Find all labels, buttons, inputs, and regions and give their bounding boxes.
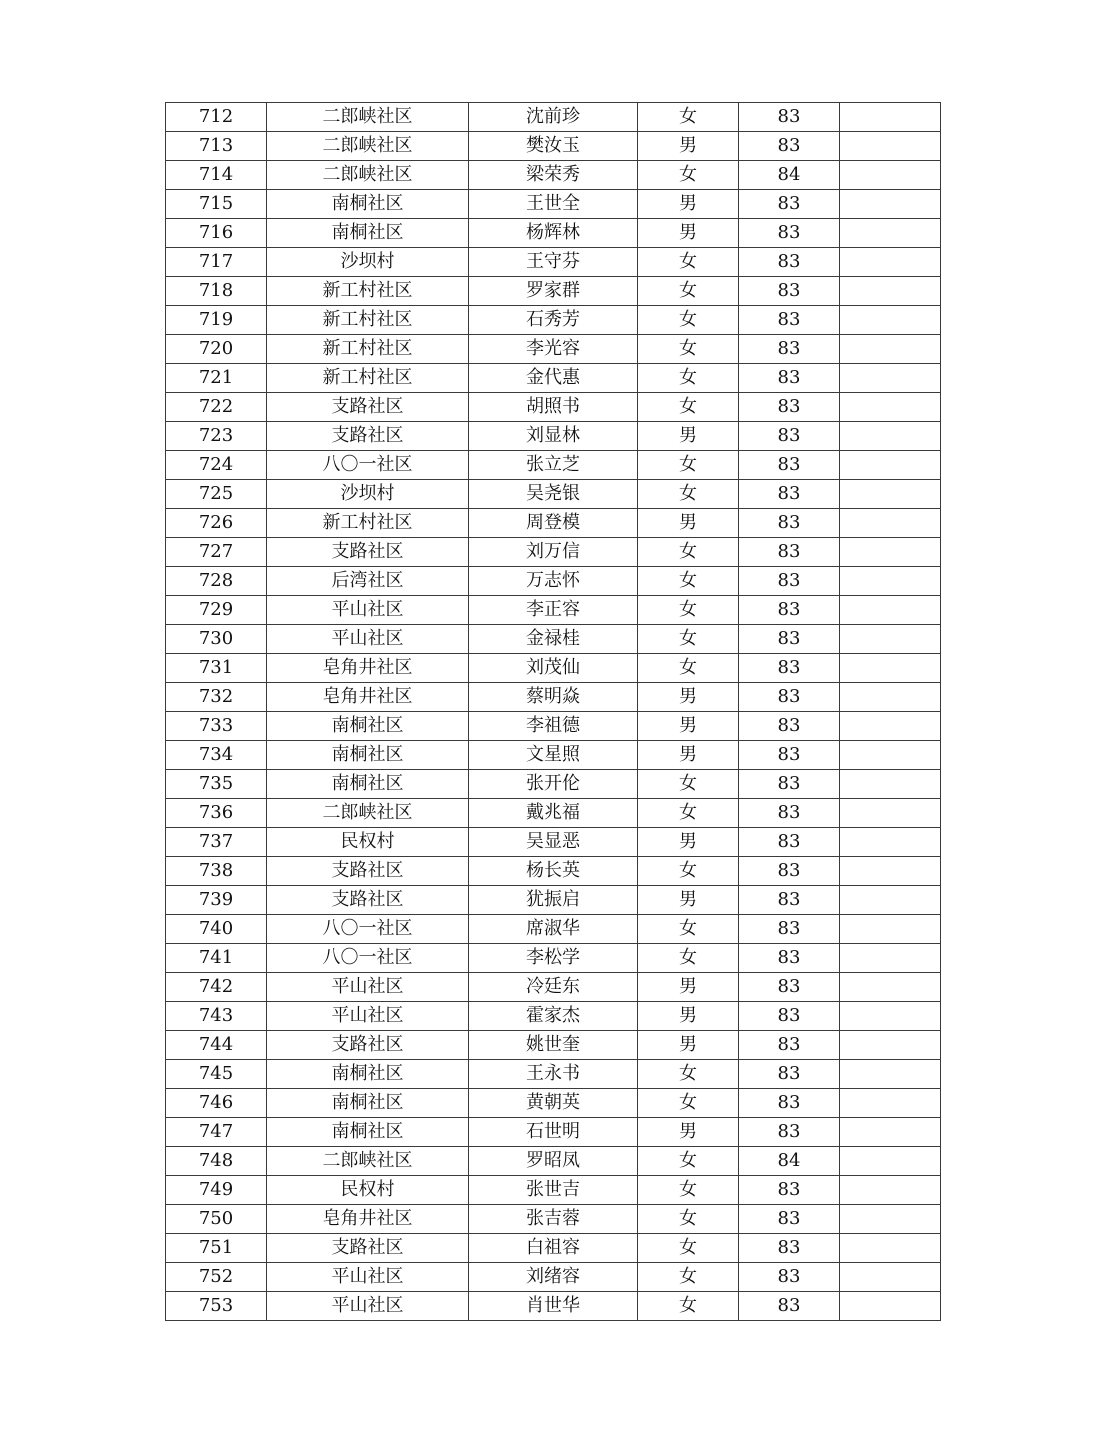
table-row [166, 654, 941, 683]
note-cell [840, 857, 941, 886]
note-cell [840, 741, 941, 770]
person-name-cell: 罗昭凤 [469, 1147, 638, 1176]
community-cell: 南桐社区 [267, 741, 469, 770]
gender-cell: 男 [638, 1031, 739, 1060]
gender-cell: 女 [638, 248, 739, 277]
gender-cell: 男 [638, 509, 739, 538]
note-cell [840, 886, 941, 915]
age-cell: 83 [739, 1060, 840, 1089]
note-cell [840, 770, 941, 799]
row-number-cell: 743 [166, 1002, 267, 1031]
age-cell: 83 [739, 480, 840, 509]
community-cell: 南桐社区 [267, 1089, 469, 1118]
age-cell: 83 [739, 451, 840, 480]
table-row [166, 248, 941, 277]
community-cell: 平山社区 [267, 1002, 469, 1031]
person-name-cell: 黄朝英 [469, 1089, 638, 1118]
person-name-cell: 冷廷东 [469, 973, 638, 1002]
row-number-cell: 715 [166, 190, 267, 219]
community-cell: 民权村 [267, 828, 469, 857]
person-name-cell: 蔡明焱 [469, 683, 638, 712]
gender-cell: 女 [638, 1060, 739, 1089]
note-cell [840, 190, 941, 219]
table-row [166, 799, 941, 828]
age-cell: 83 [739, 393, 840, 422]
gender-cell: 男 [638, 712, 739, 741]
note-cell [840, 161, 941, 190]
table-row [166, 828, 941, 857]
gender-cell: 男 [638, 886, 739, 915]
gender-cell: 男 [638, 422, 739, 451]
table-row [166, 1060, 941, 1089]
community-cell: 平山社区 [267, 1263, 469, 1292]
row-number-cell: 750 [166, 1205, 267, 1234]
note-cell [840, 248, 941, 277]
table-row [166, 741, 941, 770]
age-cell: 83 [739, 799, 840, 828]
gender-cell: 女 [638, 277, 739, 306]
note-cell [840, 973, 941, 1002]
age-cell: 83 [739, 828, 840, 857]
person-name-cell: 刘显林 [469, 422, 638, 451]
note-cell [840, 132, 941, 161]
row-number-cell: 712 [166, 103, 267, 132]
community-cell: 支路社区 [267, 1234, 469, 1263]
gender-cell: 男 [638, 973, 739, 1002]
note-cell [840, 567, 941, 596]
community-cell: 新工村社区 [267, 277, 469, 306]
gender-cell: 男 [638, 1118, 739, 1147]
row-number-cell: 752 [166, 1263, 267, 1292]
gender-cell: 女 [638, 161, 739, 190]
table-row [166, 538, 941, 567]
person-name-cell: 戴兆福 [469, 799, 638, 828]
row-number-cell: 734 [166, 741, 267, 770]
row-number-cell: 739 [166, 886, 267, 915]
age-cell: 83 [739, 567, 840, 596]
table-row [166, 161, 941, 190]
person-name-cell: 沈前珍 [469, 103, 638, 132]
note-cell [840, 1176, 941, 1205]
community-cell: 支路社区 [267, 1031, 469, 1060]
gender-cell: 女 [638, 567, 739, 596]
community-cell: 二郎峡社区 [267, 132, 469, 161]
person-name-cell: 王永书 [469, 1060, 638, 1089]
table-row [166, 1263, 941, 1292]
note-cell [840, 422, 941, 451]
note-cell [840, 103, 941, 132]
person-name-cell: 刘万信 [469, 538, 638, 567]
table-row [166, 1292, 941, 1321]
note-cell [840, 712, 941, 741]
row-number-cell: 736 [166, 799, 267, 828]
table-row [166, 857, 941, 886]
gender-cell: 女 [638, 1089, 739, 1118]
note-cell [840, 1263, 941, 1292]
table-row [166, 132, 941, 161]
community-cell: 南桐社区 [267, 1118, 469, 1147]
note-cell [840, 683, 941, 712]
note-cell [840, 480, 941, 509]
row-number-cell: 721 [166, 364, 267, 393]
note-cell [840, 1002, 941, 1031]
person-name-cell: 文星照 [469, 741, 638, 770]
row-number-cell: 746 [166, 1089, 267, 1118]
age-cell: 83 [739, 944, 840, 973]
row-number-cell: 747 [166, 1118, 267, 1147]
community-cell: 支路社区 [267, 886, 469, 915]
community-cell: 新工村社区 [267, 335, 469, 364]
person-name-cell: 金代惠 [469, 364, 638, 393]
gender-cell: 女 [638, 1234, 739, 1263]
age-cell: 83 [739, 625, 840, 654]
person-name-cell: 杨辉林 [469, 219, 638, 248]
note-cell [840, 799, 941, 828]
table-row [166, 451, 941, 480]
table-row [166, 364, 941, 393]
age-cell: 83 [739, 886, 840, 915]
note-cell [840, 219, 941, 248]
age-cell: 83 [739, 683, 840, 712]
age-cell: 83 [739, 364, 840, 393]
row-number-cell: 719 [166, 306, 267, 335]
community-cell: 支路社区 [267, 422, 469, 451]
community-cell: 新工村社区 [267, 306, 469, 335]
age-cell: 83 [739, 277, 840, 306]
age-cell: 83 [739, 741, 840, 770]
person-name-cell: 万志怀 [469, 567, 638, 596]
age-cell: 83 [739, 1031, 840, 1060]
community-cell: 皂角井社区 [267, 654, 469, 683]
person-name-cell: 金禄桂 [469, 625, 638, 654]
row-number-cell: 748 [166, 1147, 267, 1176]
age-cell: 83 [739, 103, 840, 132]
row-number-cell: 729 [166, 596, 267, 625]
row-number-cell: 724 [166, 451, 267, 480]
community-cell: 新工村社区 [267, 509, 469, 538]
row-number-cell: 751 [166, 1234, 267, 1263]
table-row [166, 219, 941, 248]
age-cell: 83 [739, 422, 840, 451]
gender-cell: 女 [638, 538, 739, 567]
row-number-cell: 727 [166, 538, 267, 567]
community-cell: 南桐社区 [267, 1060, 469, 1089]
person-name-cell: 刘绪容 [469, 1263, 638, 1292]
row-number-cell: 732 [166, 683, 267, 712]
age-cell: 83 [739, 1292, 840, 1321]
community-cell: 平山社区 [267, 973, 469, 1002]
person-name-cell: 张开伦 [469, 770, 638, 799]
community-cell: 皂角井社区 [267, 1205, 469, 1234]
age-cell: 83 [739, 770, 840, 799]
age-cell: 83 [739, 248, 840, 277]
community-cell: 南桐社区 [267, 712, 469, 741]
person-name-cell: 犹振启 [469, 886, 638, 915]
community-cell: 八〇一社区 [267, 451, 469, 480]
age-cell: 83 [739, 1089, 840, 1118]
row-number-cell: 749 [166, 1176, 267, 1205]
community-cell: 沙坝村 [267, 480, 469, 509]
table-row [166, 973, 941, 1002]
community-cell: 民权村 [267, 1176, 469, 1205]
note-cell [840, 1060, 941, 1089]
age-cell: 83 [739, 712, 840, 741]
person-name-cell: 杨长英 [469, 857, 638, 886]
community-cell: 南桐社区 [267, 770, 469, 799]
table-row [166, 1176, 941, 1205]
note-cell [840, 1234, 941, 1263]
gender-cell: 女 [638, 1176, 739, 1205]
person-name-cell: 石世明 [469, 1118, 638, 1147]
note-cell [840, 451, 941, 480]
person-name-cell: 白祖容 [469, 1234, 638, 1263]
gender-cell: 女 [638, 654, 739, 683]
gender-cell: 男 [638, 190, 739, 219]
row-number-cell: 741 [166, 944, 267, 973]
row-number-cell: 735 [166, 770, 267, 799]
person-name-cell: 李祖德 [469, 712, 638, 741]
person-name-cell: 李松学 [469, 944, 638, 973]
gender-cell: 女 [638, 1147, 739, 1176]
age-cell: 83 [739, 973, 840, 1002]
table-row [166, 770, 941, 799]
row-number-cell: 737 [166, 828, 267, 857]
age-cell: 84 [739, 161, 840, 190]
age-cell: 83 [739, 1205, 840, 1234]
gender-cell: 女 [638, 393, 739, 422]
community-cell: 八〇一社区 [267, 944, 469, 973]
person-name-cell: 张吉蓉 [469, 1205, 638, 1234]
table-row [166, 335, 941, 364]
gender-cell: 女 [638, 480, 739, 509]
table-row [166, 915, 941, 944]
row-number-cell: 714 [166, 161, 267, 190]
roster-table [165, 102, 941, 1321]
person-name-cell: 罗家群 [469, 277, 638, 306]
gender-cell: 女 [638, 364, 739, 393]
person-name-cell: 梁荣秀 [469, 161, 638, 190]
community-cell: 南桐社区 [267, 190, 469, 219]
community-cell: 二郎峡社区 [267, 103, 469, 132]
gender-cell: 女 [638, 1263, 739, 1292]
row-number-cell: 716 [166, 219, 267, 248]
community-cell: 支路社区 [267, 393, 469, 422]
person-name-cell: 胡照书 [469, 393, 638, 422]
community-cell: 平山社区 [267, 625, 469, 654]
person-name-cell: 樊汝玉 [469, 132, 638, 161]
table-row [166, 712, 941, 741]
row-number-cell: 722 [166, 393, 267, 422]
row-number-cell: 723 [166, 422, 267, 451]
table-row [166, 1002, 941, 1031]
note-cell [840, 509, 941, 538]
row-number-cell: 728 [166, 567, 267, 596]
age-cell: 83 [739, 857, 840, 886]
community-cell: 平山社区 [267, 1292, 469, 1321]
community-cell: 皂角井社区 [267, 683, 469, 712]
table-row [166, 886, 941, 915]
person-name-cell: 吴显恶 [469, 828, 638, 857]
age-cell: 83 [739, 1263, 840, 1292]
table-row [166, 567, 941, 596]
community-cell: 二郎峡社区 [267, 799, 469, 828]
gender-cell: 女 [638, 944, 739, 973]
note-cell [840, 828, 941, 857]
note-cell [840, 915, 941, 944]
community-cell: 南桐社区 [267, 219, 469, 248]
gender-cell: 男 [638, 683, 739, 712]
age-cell: 83 [739, 915, 840, 944]
gender-cell: 女 [638, 335, 739, 364]
community-cell: 后湾社区 [267, 567, 469, 596]
table-row [166, 422, 941, 451]
age-cell: 83 [739, 1176, 840, 1205]
gender-cell: 女 [638, 799, 739, 828]
row-number-cell: 718 [166, 277, 267, 306]
row-number-cell: 725 [166, 480, 267, 509]
table-row [166, 1147, 941, 1176]
gender-cell: 女 [638, 1205, 739, 1234]
table-row [166, 306, 941, 335]
table-row [166, 393, 941, 422]
age-cell: 83 [739, 596, 840, 625]
note-cell [840, 944, 941, 973]
gender-cell: 男 [638, 828, 739, 857]
note-cell [840, 364, 941, 393]
table-row [166, 944, 941, 973]
age-cell: 83 [739, 1118, 840, 1147]
note-cell [840, 1118, 941, 1147]
gender-cell: 女 [638, 103, 739, 132]
gender-cell: 女 [638, 625, 739, 654]
person-name-cell: 霍家杰 [469, 1002, 638, 1031]
community-cell: 二郎峡社区 [267, 161, 469, 190]
person-name-cell: 张立芝 [469, 451, 638, 480]
age-cell: 83 [739, 538, 840, 567]
row-number-cell: 730 [166, 625, 267, 654]
age-cell: 83 [739, 132, 840, 161]
row-number-cell: 742 [166, 973, 267, 1002]
note-cell [840, 277, 941, 306]
age-cell: 83 [739, 335, 840, 364]
note-cell [840, 654, 941, 683]
table-row [166, 277, 941, 306]
community-cell: 沙坝村 [267, 248, 469, 277]
gender-cell: 男 [638, 1002, 739, 1031]
person-name-cell: 王守芬 [469, 248, 638, 277]
gender-cell: 女 [638, 857, 739, 886]
person-name-cell: 姚世奎 [469, 1031, 638, 1060]
table-row [166, 509, 941, 538]
row-number-cell: 726 [166, 509, 267, 538]
table-row [166, 480, 941, 509]
person-name-cell: 刘茂仙 [469, 654, 638, 683]
row-number-cell: 738 [166, 857, 267, 886]
row-number-cell: 717 [166, 248, 267, 277]
row-number-cell: 733 [166, 712, 267, 741]
person-name-cell: 肖世华 [469, 1292, 638, 1321]
community-cell: 支路社区 [267, 538, 469, 567]
row-number-cell: 740 [166, 915, 267, 944]
note-cell [840, 1147, 941, 1176]
gender-cell: 女 [638, 306, 739, 335]
note-cell [840, 306, 941, 335]
gender-cell: 男 [638, 219, 739, 248]
note-cell [840, 1031, 941, 1060]
table-row [166, 1118, 941, 1147]
gender-cell: 女 [638, 770, 739, 799]
community-cell: 新工村社区 [267, 364, 469, 393]
age-cell: 83 [739, 654, 840, 683]
gender-cell: 男 [638, 132, 739, 161]
gender-cell: 女 [638, 915, 739, 944]
table-row [166, 190, 941, 219]
person-name-cell: 李光容 [469, 335, 638, 364]
note-cell [840, 1292, 941, 1321]
note-cell [840, 625, 941, 654]
table-row [166, 625, 941, 654]
table-row [166, 1031, 941, 1060]
roster-table-body [166, 103, 941, 1321]
note-cell [840, 393, 941, 422]
age-cell: 83 [739, 306, 840, 335]
row-number-cell: 745 [166, 1060, 267, 1089]
community-cell: 二郎峡社区 [267, 1147, 469, 1176]
age-cell: 83 [739, 219, 840, 248]
community-cell: 平山社区 [267, 596, 469, 625]
person-name-cell: 周登模 [469, 509, 638, 538]
person-name-cell: 李正容 [469, 596, 638, 625]
row-number-cell: 731 [166, 654, 267, 683]
row-number-cell: 713 [166, 132, 267, 161]
row-number-cell: 744 [166, 1031, 267, 1060]
person-name-cell: 石秀芳 [469, 306, 638, 335]
table-row [166, 1089, 941, 1118]
table-row [166, 1234, 941, 1263]
note-cell [840, 1089, 941, 1118]
community-cell: 八〇一社区 [267, 915, 469, 944]
gender-cell: 女 [638, 451, 739, 480]
gender-cell: 女 [638, 596, 739, 625]
table-row [166, 103, 941, 132]
age-cell: 84 [739, 1147, 840, 1176]
note-cell [840, 596, 941, 625]
age-cell: 83 [739, 509, 840, 538]
person-name-cell: 张世吉 [469, 1176, 638, 1205]
community-cell: 支路社区 [267, 857, 469, 886]
person-name-cell: 吴尧银 [469, 480, 638, 509]
note-cell [840, 335, 941, 364]
person-name-cell: 王世全 [469, 190, 638, 219]
gender-cell: 男 [638, 741, 739, 770]
row-number-cell: 753 [166, 1292, 267, 1321]
gender-cell: 女 [638, 1292, 739, 1321]
age-cell: 83 [739, 1002, 840, 1031]
table-row [166, 1205, 941, 1234]
age-cell: 83 [739, 190, 840, 219]
person-name-cell: 席淑华 [469, 915, 638, 944]
note-cell [840, 1205, 941, 1234]
table-row [166, 683, 941, 712]
note-cell [840, 538, 941, 567]
row-number-cell: 720 [166, 335, 267, 364]
table-row [166, 596, 941, 625]
age-cell: 83 [739, 1234, 840, 1263]
